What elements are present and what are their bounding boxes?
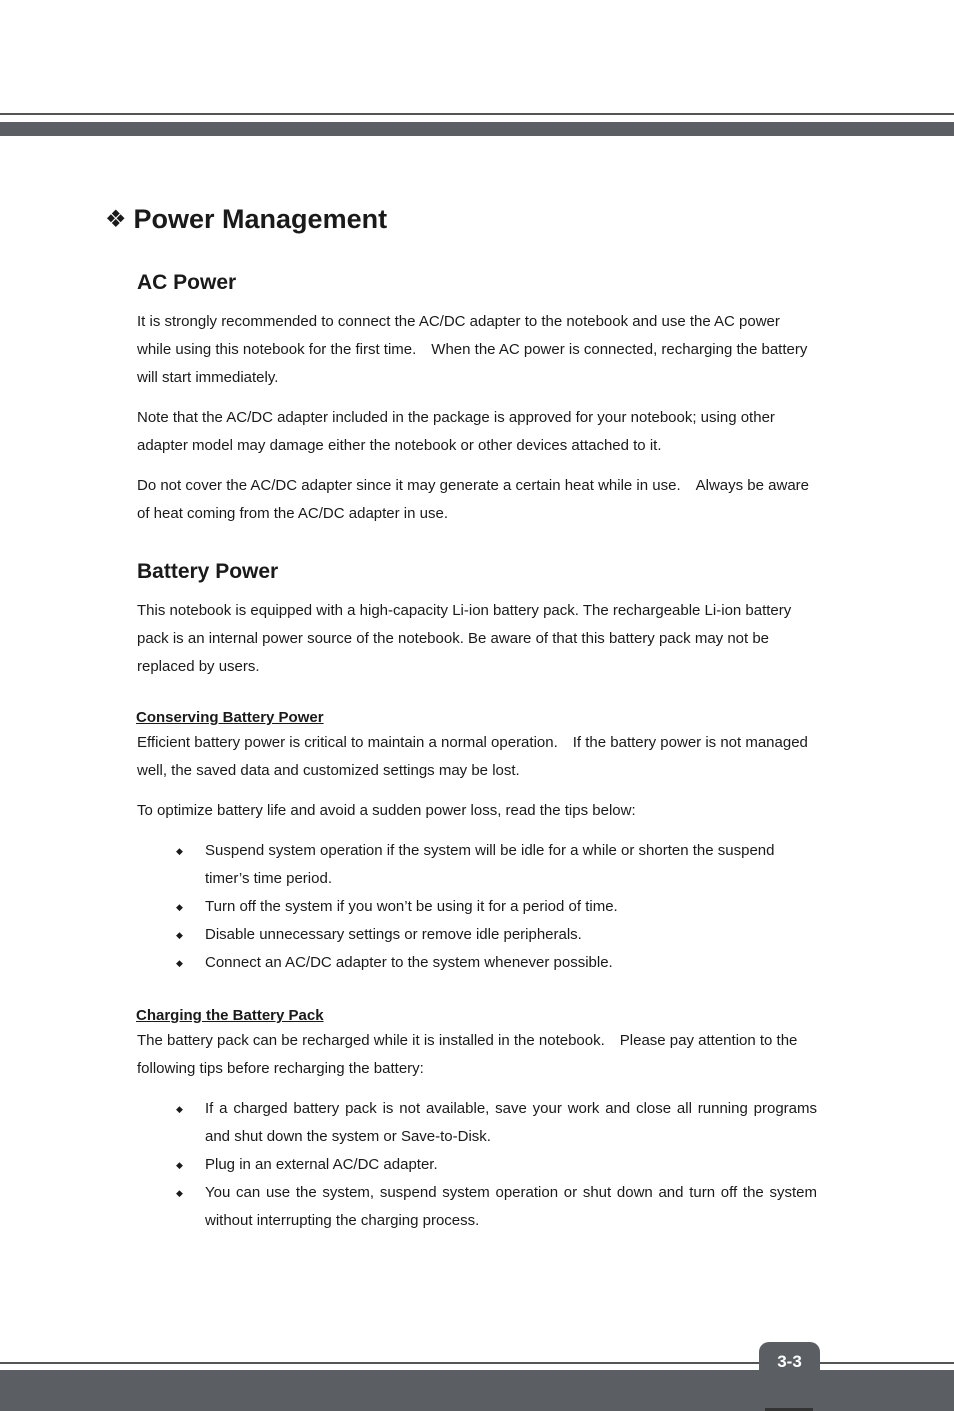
paragraph: It is strongly recommended to connect the AC/DC adapter to the notebook and use the AC power while using this notebook for the first time. When the AC power is connected, recharging the battery will start immediately. <box>137 313 808 386</box>
section-heading-battery-power: Battery Power <box>137 560 279 583</box>
diamond-bullet-icon: ◆ <box>176 1104 183 1114</box>
paragraph: The battery pack can be recharged while it is installed in the notebook. Please pay attention to the following tips before recharging the battery: <box>137 1032 798 1077</box>
list-item: ◆ Turn off the system if you won’t be using it for a period of time. <box>205 893 817 921</box>
paragraph: Note that the AC/DC adapter included in the package is approved for your notebook; using other adapter model may damage either the notebook or other devices attached to it. <box>137 409 775 454</box>
list-item: ◆ Plug in an external AC/DC adapter. <box>205 1151 817 1179</box>
list-item: ◆ Connect an AC/DC adapter to the system whenever possible. <box>205 949 817 977</box>
page-content <box>137 266 817 1235</box>
four-diamonds-icon: ❖ <box>105 205 127 233</box>
diamond-bullet-icon: ◆ <box>176 846 183 856</box>
diamond-bullet-icon: ◆ <box>176 1188 183 1198</box>
paragraph: Do not cover the AC/DC adapter since it may generate a certain heat while in use. Always be aware of heat coming from the AC/DC adapter in use. <box>137 477 810 522</box>
header-band <box>0 122 954 136</box>
diamond-bullet-icon: ◆ <box>176 1160 183 1170</box>
paragraph: To optimize battery life and avoid a sudden power loss, read the tips below: <box>137 802 636 819</box>
subheading-conserving-battery-power: Conserving Battery Power <box>136 709 324 726</box>
conserving-tips-list <box>137 837 817 977</box>
diamond-bullet-icon: ◆ <box>176 930 183 940</box>
header-rule <box>0 113 954 115</box>
page-number-tab: 3-3 <box>759 1342 820 1382</box>
charging-tips-list <box>137 1095 817 1235</box>
list-item: ◆ If a charged battery pack is not available, save your work and close all running programs and shut down the system or Save-to-Disk. <box>205 1095 817 1151</box>
list-item: ◆ You can use the system, suspend system operation or shut down and turn off the system without interrupting the charging process. <box>205 1179 817 1235</box>
diamond-bullet-icon: ◆ <box>176 902 183 912</box>
diamond-bullet-icon: ◆ <box>176 958 183 968</box>
title-row <box>105 199 387 239</box>
section-heading-ac-power: AC Power <box>137 271 237 294</box>
paragraph: This notebook is equipped with a high-capacity Li-ion battery pack. The rechargeable Li-ion battery pack is an internal power source of the notebook. Be aware of that this battery pack may not be replaced by users. <box>137 602 792 675</box>
page-title: Power Management <box>133 203 388 234</box>
paragraph: Efficient battery power is critical to maintain a normal operation. If the battery power is not managed well, the saved data and customized settings may be lost. <box>137 734 808 779</box>
list-item: ◆ Suspend system operation if the system will be idle for a while or shorten the suspend timer’s time period. <box>205 837 817 893</box>
subheading-charging-battery-pack: Charging the Battery Pack <box>136 1007 324 1024</box>
list-item: ◆ Disable unnecessary settings or remove idle peripherals. <box>205 921 817 949</box>
